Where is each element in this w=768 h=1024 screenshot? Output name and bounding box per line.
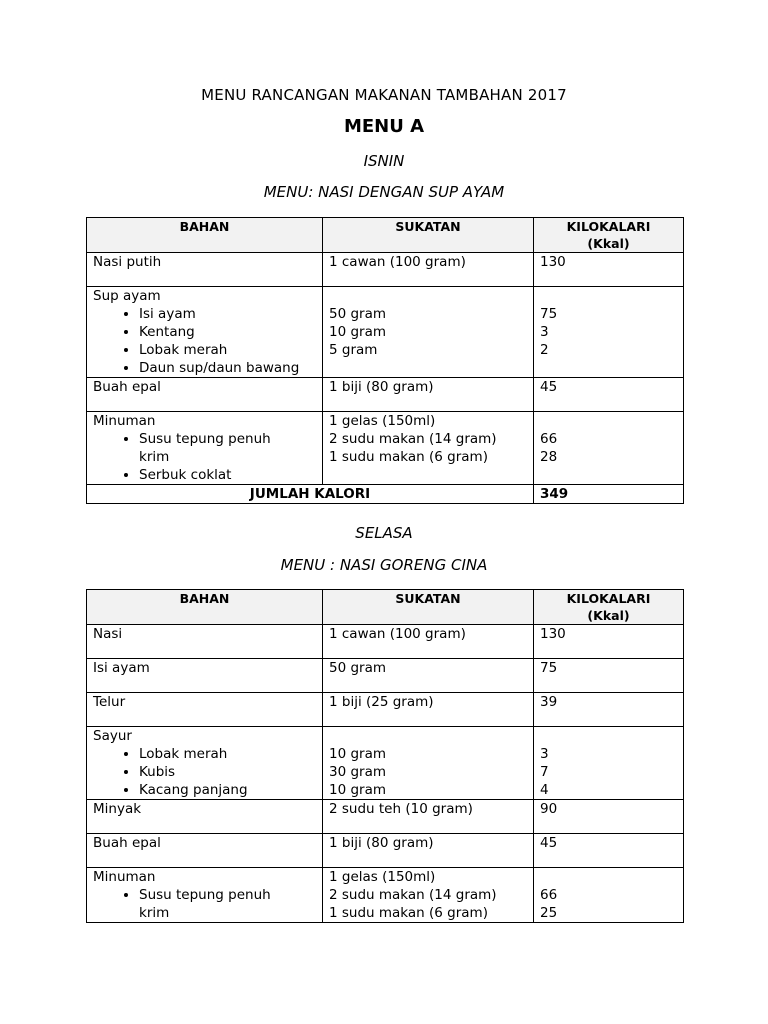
cell-bahan-title: Minuman [93, 413, 156, 429]
menu-table-selasa [86, 589, 684, 923]
table-row [87, 287, 684, 378]
list-item: • Serbuk coklat [139, 466, 316, 484]
table-row [87, 659, 684, 693]
cell-bahan: Nasi putih [87, 253, 323, 287]
list-item: • Daun sup/daun bawang [139, 359, 316, 377]
cell-bahan: Buah epal [87, 378, 323, 412]
table-header-row [87, 218, 684, 253]
menu-label: MENU A [343, 116, 425, 137]
list-item: • Isi ayam [139, 305, 316, 323]
table-row [87, 378, 684, 412]
cell-kalori: 45 [534, 834, 684, 868]
cell-bahan: Buah epal [87, 834, 323, 868]
list-item: • Lobak merah [139, 341, 316, 359]
table-row [87, 412, 684, 485]
total-label: JUMLAH KALORI [87, 485, 534, 504]
ingredient-list [93, 430, 316, 484]
table-row [87, 800, 684, 834]
header-bahan: BAHAN [87, 218, 323, 253]
total-value: 349 [534, 485, 684, 504]
cell-bahan-title: Sayur [93, 728, 132, 744]
list-item: • Kubis [139, 763, 316, 781]
header-kilokalori: KILOKALARI (Kkal) [534, 590, 684, 625]
list-item: • Kentang [139, 323, 316, 341]
cell-bahan-title: Minuman [93, 869, 156, 885]
cell-kalori: 66 28 [534, 412, 684, 485]
cell-sukatan: 50 gram 10 gram 5 gram [323, 287, 534, 378]
cell-bahan [87, 868, 323, 923]
cell-bahan [87, 412, 323, 485]
cell-kalori: 3 7 4 [534, 727, 684, 800]
cell-bahan: Minyak [87, 800, 323, 834]
cell-kalori: 130 [534, 253, 684, 287]
table-row [87, 253, 684, 287]
ingredient-list [93, 745, 316, 799]
cell-bahan: Nasi [87, 625, 323, 659]
cell-bahan: Telur [87, 693, 323, 727]
table-row [87, 625, 684, 659]
list-item: • Susu tepung penuh krim [139, 886, 316, 922]
cell-sukatan: 10 gram 30 gram 10 gram [323, 727, 534, 800]
cell-sukatan: 1 biji (80 gram) [323, 378, 534, 412]
list-item: • Kacang panjang [139, 781, 316, 799]
ingredient-list [93, 886, 316, 922]
header-kilokalori: KILOKALARI (Kkal) [534, 218, 684, 253]
ingredient-list [93, 305, 316, 377]
total-row [87, 485, 684, 504]
cell-bahan [87, 727, 323, 800]
cell-bahan-title: Sup ayam [93, 288, 161, 304]
cell-kalori: 75 [534, 659, 684, 693]
list-item: • Susu tepung penuh krim [139, 430, 316, 466]
list-item: • Lobak merah [139, 745, 316, 763]
day-heading-isnin: ISNIN [363, 152, 405, 170]
cell-sukatan: 1 biji (25 gram) [323, 693, 534, 727]
cell-kalori: 75 3 2 [534, 287, 684, 378]
cell-sukatan: 1 gelas (150ml) 2 sudu makan (14 gram) 1 sudu makan (6 gram) [323, 868, 534, 923]
cell-sukatan: 1 cawan (100 gram) [323, 253, 534, 287]
table-row [87, 727, 684, 800]
cell-kalori: 39 [534, 693, 684, 727]
dish-heading-isnin: MENU: NASI DENGAN SUP AYAM [263, 183, 505, 201]
cell-sukatan: 2 sudu teh (10 gram) [323, 800, 534, 834]
table-row [87, 868, 684, 923]
cell-bahan [87, 287, 323, 378]
header-sukatan: SUKATAN [323, 218, 534, 253]
cell-sukatan: 1 biji (80 gram) [323, 834, 534, 868]
cell-kalori: 66 25 [534, 868, 684, 923]
cell-sukatan: 1 gelas (150ml) 2 sudu makan (14 gram) 1 sudu makan (6 gram) [323, 412, 534, 485]
day-heading-selasa: SELASA [355, 524, 413, 542]
cell-kalori: 130 [534, 625, 684, 659]
header-sukatan: SUKATAN [323, 590, 534, 625]
cell-sukatan: 1 cawan (100 gram) [323, 625, 534, 659]
cell-kalori: 45 [534, 378, 684, 412]
cell-bahan: Isi ayam [87, 659, 323, 693]
header-bahan: BAHAN [87, 590, 323, 625]
table-header-row [87, 590, 684, 625]
dish-heading-selasa: MENU : NASI GORENG CINA [280, 556, 488, 574]
table-row [87, 693, 684, 727]
document-title: MENU RANCANGAN MAKANAN TAMBAHAN 2017 [201, 86, 567, 104]
table-row [87, 834, 684, 868]
menu-table-isnin [86, 217, 684, 504]
cell-sukatan: 50 gram [323, 659, 534, 693]
cell-kalori: 90 [534, 800, 684, 834]
